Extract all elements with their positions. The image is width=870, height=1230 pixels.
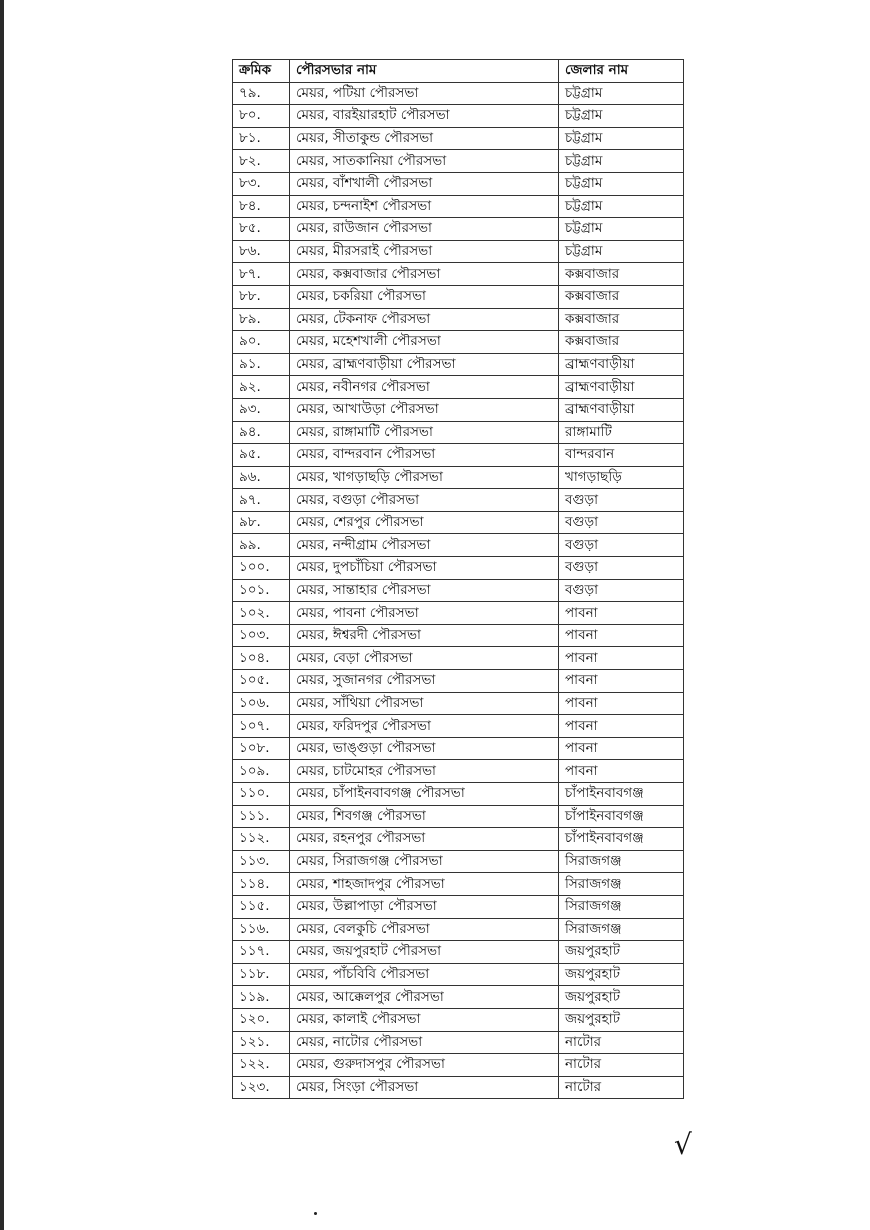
cell-serial: ৯৪. (233, 421, 290, 444)
cell-municipality: মেয়র, বেলকুচি পৌরসভা (290, 918, 559, 941)
table-row (233, 1008, 684, 1031)
table-row (233, 783, 684, 806)
cell-municipality: মেয়র, ব্রাহ্মণবাড়ীয়া পৌরসভা (290, 353, 559, 376)
municipality-list-table (232, 59, 684, 1099)
cell-district: চট্টগ্রাম (559, 195, 684, 218)
cell-municipality: মেয়র, রহনপুর পৌরসভা (290, 828, 559, 851)
cell-district: চট্টগ্রাম (559, 82, 684, 105)
table-row (233, 602, 684, 625)
cell-municipality: মেয়র, মীরসরাই পৌরসভা (290, 240, 559, 263)
table-row (233, 285, 684, 308)
cell-district: চাঁপাইনবাবগঞ্জ (559, 783, 684, 806)
cell-serial: ৯৩. (233, 398, 290, 421)
cell-municipality: মেয়র, কালাই পৌরসভা (290, 1008, 559, 1031)
cell-municipality: মেয়র, সীতাকুন্ড পৌরসভা (290, 127, 559, 150)
cell-district: চট্টগ্রাম (559, 105, 684, 128)
table-row (233, 1031, 684, 1054)
table-row (233, 918, 684, 941)
cell-district: জয়পুরহাট (559, 963, 684, 986)
cell-municipality: মেয়র, আখাউড়া পৌরসভা (290, 398, 559, 421)
cell-municipality: মেয়র, শাহজাদপুর পৌরসভা (290, 873, 559, 896)
scan-dot (314, 1212, 317, 1215)
cell-district: রাঙ্গামাটি (559, 421, 684, 444)
table-row (233, 105, 684, 128)
cell-district: ব্রাহ্মণবাড়ীয়া (559, 376, 684, 399)
cell-district: সিরাজগঞ্জ (559, 850, 684, 873)
table-row (233, 398, 684, 421)
cell-serial: ১২৩. (233, 1076, 290, 1099)
cell-serial: ৯০. (233, 331, 290, 354)
table-row (233, 376, 684, 399)
cell-district: কক্সবাজার (559, 308, 684, 331)
header-district-name: জেলার নাম (559, 60, 684, 83)
cell-municipality: মেয়র, সিংড়া পৌরসভা (290, 1076, 559, 1099)
cell-serial: ১০৬. (233, 692, 290, 715)
table-row (233, 489, 684, 512)
cell-district: নাটোর (559, 1054, 684, 1077)
cell-municipality: মেয়র, সান্তাহার পৌরসভা (290, 579, 559, 602)
table-row (233, 557, 684, 580)
table-row (233, 127, 684, 150)
cell-serial: ১১৮. (233, 963, 290, 986)
cell-municipality: মেয়র, ফরিদপুর পৌরসভা (290, 715, 559, 738)
cell-serial: ৯৬. (233, 466, 290, 489)
cell-district: পাবনা (559, 715, 684, 738)
table-row (233, 805, 684, 828)
cell-serial: ১০২. (233, 602, 290, 625)
cell-municipality: মেয়র, পাঁচবিবি পৌরসভা (290, 963, 559, 986)
table-row (233, 986, 684, 1009)
cell-municipality: মেয়র, সাতকানিয়া পৌরসভা (290, 150, 559, 173)
cell-district: জয়পুরহাট (559, 986, 684, 1009)
cell-municipality: মেয়র, জয়পুরহাট পৌরসভা (290, 941, 559, 964)
table-row (233, 172, 684, 195)
cell-serial: ৯১. (233, 353, 290, 376)
cell-district: চট্টগ্রাম (559, 240, 684, 263)
cell-municipality: মেয়র, বাঁশখালী পৌরসভা (290, 172, 559, 195)
table-row (233, 218, 684, 241)
cell-district: জয়পুরহাট (559, 1008, 684, 1031)
cell-serial: ৯৭. (233, 489, 290, 512)
cell-municipality: মেয়র, চকরিয়া পৌরসভা (290, 285, 559, 308)
cell-municipality: মেয়র, নন্দীগ্রাম পৌরসভা (290, 534, 559, 557)
cell-district: পাবনা (559, 760, 684, 783)
table-row (233, 941, 684, 964)
cell-serial: ১২১. (233, 1031, 290, 1054)
cell-district: বগুড়া (559, 489, 684, 512)
cell-district: চট্টগ্রাম (559, 218, 684, 241)
cell-municipality: মেয়র, টেকনাফ পৌরসভা (290, 308, 559, 331)
table-row (233, 82, 684, 105)
table-row (233, 963, 684, 986)
cell-serial: ৯৯. (233, 534, 290, 557)
cell-district: সিরাজগঞ্জ (559, 873, 684, 896)
cell-serial: ৭৯. (233, 82, 290, 105)
cell-serial: ৮৬. (233, 240, 290, 263)
cell-municipality: মেয়র, মহেশখালী পৌরসভা (290, 331, 559, 354)
cell-district: কক্সবাজার (559, 263, 684, 286)
cell-serial: ১০৫. (233, 670, 290, 693)
cell-municipality: মেয়র, আক্কেলপুর পৌরসভা (290, 986, 559, 1009)
table-row (233, 579, 684, 602)
cell-municipality: মেয়র, চন্দনাইশ পৌরসভা (290, 195, 559, 218)
cell-serial: ১০৪. (233, 647, 290, 670)
cell-district: চট্টগ্রাম (559, 150, 684, 173)
cell-municipality: মেয়র, সিরাজগঞ্জ পৌরসভা (290, 850, 559, 873)
cell-municipality: মেয়র, রাঙ্গামাটি পৌরসভা (290, 421, 559, 444)
cell-district: নাটোর (559, 1076, 684, 1099)
table-row (233, 240, 684, 263)
cell-district: খাগড়াছড়ি (559, 466, 684, 489)
cell-serial: ১১৪. (233, 873, 290, 896)
cell-district: বগুড়া (559, 534, 684, 557)
table-row (233, 511, 684, 534)
table-row (233, 624, 684, 647)
table-row (233, 1076, 684, 1099)
cell-serial: ১০৮. (233, 737, 290, 760)
cell-serial: ১১৭. (233, 941, 290, 964)
cell-district: পাবনা (559, 692, 684, 715)
cell-district: ব্রাহ্মণবাড়ীয়া (559, 353, 684, 376)
cell-district: পাবনা (559, 737, 684, 760)
table-row (233, 195, 684, 218)
table-row (233, 353, 684, 376)
cell-serial: ৮৩. (233, 172, 290, 195)
cell-municipality: মেয়র, চাঁপাইনবাবগঞ্জ পৌরসভা (290, 783, 559, 806)
cell-municipality: মেয়র, চাটমোহর পৌরসভা (290, 760, 559, 783)
cell-serial: ৮৮. (233, 285, 290, 308)
cell-municipality: মেয়র, বগুড়া পৌরসভা (290, 489, 559, 512)
cell-serial: ১১০. (233, 783, 290, 806)
cell-municipality: মেয়র, সুজানগর পৌরসভা (290, 670, 559, 693)
cell-serial: ১০০. (233, 557, 290, 580)
cell-serial: ৮১. (233, 127, 290, 150)
table-row (233, 715, 684, 738)
table-row (233, 647, 684, 670)
table-body (233, 82, 684, 1099)
cell-serial: ১২০. (233, 1008, 290, 1031)
cell-municipality: মেয়র, বারইয়ারহাট পৌরসভা (290, 105, 559, 128)
cell-serial: ৯২. (233, 376, 290, 399)
cell-district: বগুড়া (559, 579, 684, 602)
cell-district: পাবনা (559, 602, 684, 625)
table-row (233, 1054, 684, 1077)
table-row (233, 873, 684, 896)
cell-municipality: মেয়র, শিবগঞ্জ পৌরসভা (290, 805, 559, 828)
cell-district: চট্টগ্রাম (559, 172, 684, 195)
cell-municipality: মেয়র, শেরপুর পৌরসভা (290, 511, 559, 534)
cell-serial: ৯৮. (233, 511, 290, 534)
cell-municipality: মেয়র, ঈশ্বরদী পৌরসভা (290, 624, 559, 647)
table-row (233, 737, 684, 760)
cell-district: সিরাজগঞ্জ (559, 895, 684, 918)
cell-district: বগুড়া (559, 511, 684, 534)
cell-district: ব্রাহ্মণবাড়ীয়া (559, 398, 684, 421)
cell-municipality: মেয়র, খাগড়াছড়ি পৌরসভা (290, 466, 559, 489)
cell-serial: ১০৯. (233, 760, 290, 783)
cell-serial: ১১৩. (233, 850, 290, 873)
table-header-row (233, 60, 684, 83)
cell-municipality: মেয়র, গুরুদাসপুর পৌরসভা (290, 1054, 559, 1077)
table-row (233, 331, 684, 354)
cell-serial: ১০৩. (233, 624, 290, 647)
cell-district: পাবনা (559, 670, 684, 693)
cell-municipality: মেয়র, রাউজান পৌরসভা (290, 218, 559, 241)
cell-district: কক্সবাজার (559, 331, 684, 354)
header-serial: ক্রমিক (233, 60, 290, 83)
table-row (233, 828, 684, 851)
table-row (233, 692, 684, 715)
cell-district: নাটোর (559, 1031, 684, 1054)
cell-municipality: মেয়র, ভাঙ্গুড়া পৌরসভা (290, 737, 559, 760)
cell-municipality: মেয়র, বান্দরবান পৌরসভা (290, 444, 559, 467)
cell-district: পাবনা (559, 647, 684, 670)
cell-serial: ১২২. (233, 1054, 290, 1077)
cell-municipality: মেয়র, নাটোর পৌরসভা (290, 1031, 559, 1054)
header-municipality-name: পৌরসভার নাম (290, 60, 559, 83)
scan-left-edge (0, 0, 4, 1230)
table-row (233, 466, 684, 489)
cell-district: পাবনা (559, 624, 684, 647)
table-row (233, 444, 684, 467)
cell-municipality: মেয়র, সাঁথিয়া পৌরসভা (290, 692, 559, 715)
cell-municipality: মেয়র, পাবনা পৌরসভা (290, 602, 559, 625)
cell-serial: ৮৪. (233, 195, 290, 218)
cell-serial: ১১২. (233, 828, 290, 851)
table-row (233, 534, 684, 557)
table-row (233, 308, 684, 331)
cell-serial: ৮২. (233, 150, 290, 173)
cell-municipality: মেয়র, বেড়া পৌরসভা (290, 647, 559, 670)
cell-district: চাঁপাইনবাবগঞ্জ (559, 805, 684, 828)
cell-municipality: মেয়র, কক্সবাজার পৌরসভা (290, 263, 559, 286)
cell-district: চাঁপাইনবাবগঞ্জ (559, 828, 684, 851)
cell-serial: ১১৯. (233, 986, 290, 1009)
cell-district: বান্দরবান (559, 444, 684, 467)
check-mark: √ (674, 1128, 692, 1161)
cell-district: জয়পুরহাট (559, 941, 684, 964)
table-row (233, 150, 684, 173)
cell-serial: ৮৫. (233, 218, 290, 241)
cell-serial: ১১৫. (233, 895, 290, 918)
cell-municipality: মেয়র, পটিয়া পৌরসভা (290, 82, 559, 105)
cell-serial: ১১৬. (233, 918, 290, 941)
cell-municipality: মেয়র, দুপচাঁচিয়া পৌরসভা (290, 557, 559, 580)
cell-serial: ১০১. (233, 579, 290, 602)
cell-district: চট্টগ্রাম (559, 127, 684, 150)
cell-serial: ৮৯. (233, 308, 290, 331)
cell-serial: ১১১. (233, 805, 290, 828)
cell-district: কক্সবাজার (559, 285, 684, 308)
table-row (233, 760, 684, 783)
cell-serial: ৮৭. (233, 263, 290, 286)
table-row (233, 895, 684, 918)
cell-municipality: মেয়র, উল্লাপাড়া পৌরসভা (290, 895, 559, 918)
table-row (233, 263, 684, 286)
cell-municipality: মেয়র, নবীনগর পৌরসভা (290, 376, 559, 399)
table-row (233, 850, 684, 873)
cell-serial: ৯৫. (233, 444, 290, 467)
table-row (233, 670, 684, 693)
cell-district: বগুড়া (559, 557, 684, 580)
cell-serial: ৮০. (233, 105, 290, 128)
table-row (233, 421, 684, 444)
cell-serial: ১০৭. (233, 715, 290, 738)
cell-district: সিরাজগঞ্জ (559, 918, 684, 941)
